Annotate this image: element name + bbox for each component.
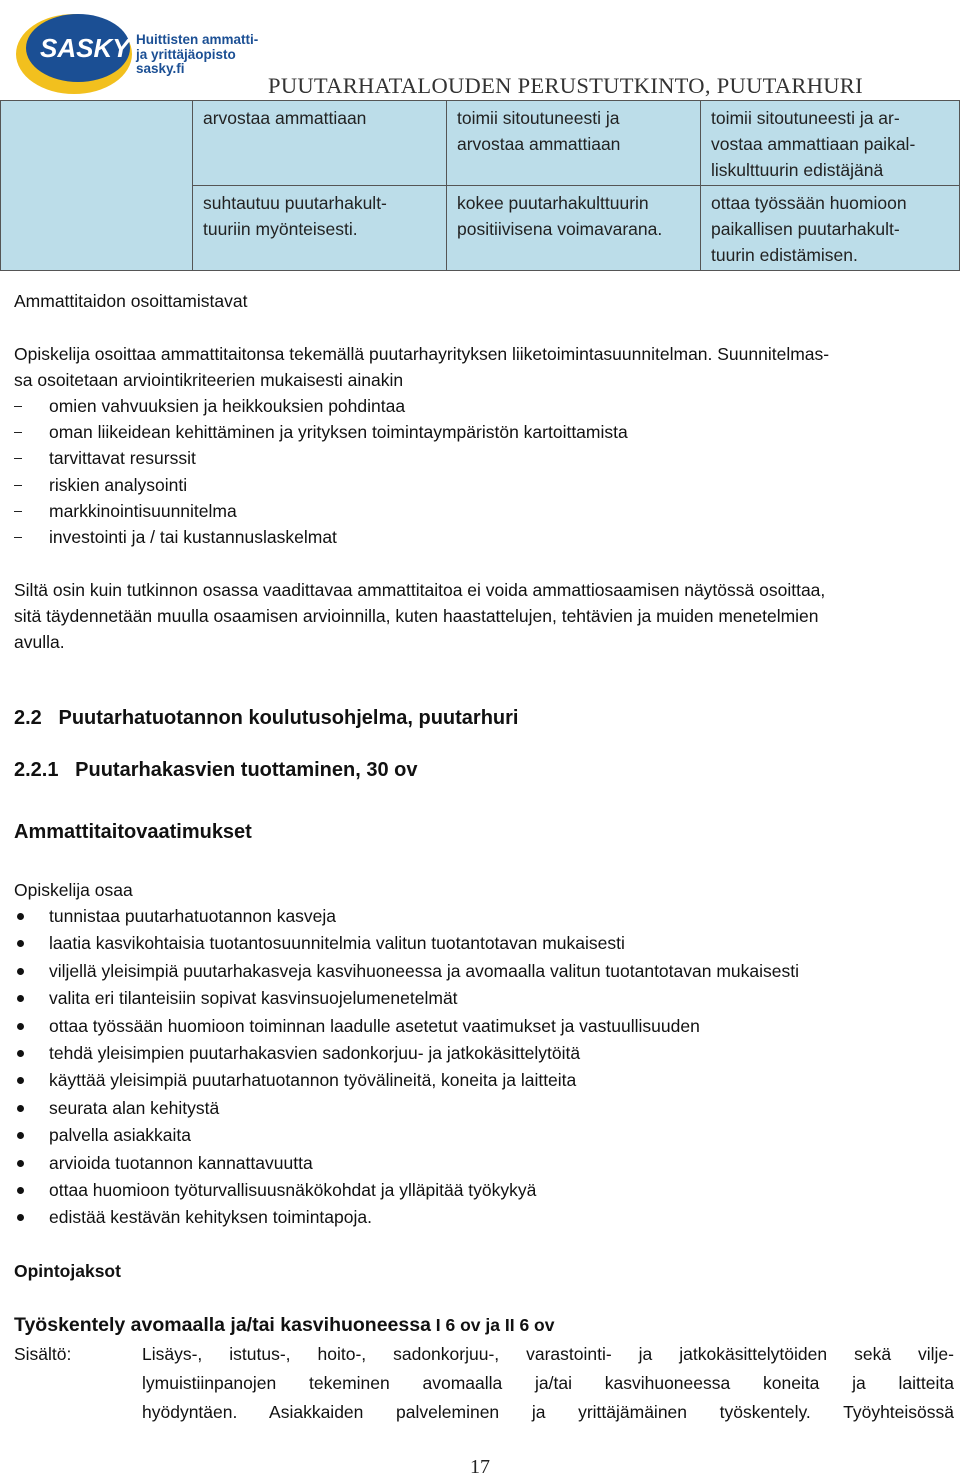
bullet-icon [17, 1105, 24, 1112]
bullet-icon [17, 913, 24, 920]
list-item-text: tehdä yleisimpien puutarhakasvien sadonkorjuu- ja jatkokäsittelytöitä [49, 1042, 581, 1063]
sisalto-line: hyödyntäen. Asiakkaiden palveleminen ja yrittäjämäinen työskentely. Työyhteisössä [142, 1402, 954, 1422]
cell-line: tuuriin myönteisesti. [203, 219, 358, 239]
table-cell [193, 101, 447, 186]
bullet-icon [17, 1187, 24, 1194]
list-item-text: tarvittavat resurssit [49, 448, 196, 469]
list-item-text: oman liikeidean kehittäminen ja yrityksen toimintaympäristön kartoittamista [49, 422, 628, 443]
list-item-text: seurata alan kehitystä [49, 1097, 220, 1118]
logo-url: sasky.fi [136, 61, 185, 76]
bullet-icon [17, 940, 24, 947]
bullet-icon [17, 1214, 24, 1221]
vaatimukset-heading: Ammattitaitovaatimukset [14, 821, 252, 843]
list-item-text: omien vahvuuksien ja heikkouksien pohdintaa [49, 396, 406, 416]
dash-icon [14, 458, 22, 459]
lead-text: Opiskelija osaa [14, 880, 133, 900]
cell-line: suhtautuu puutarhakult- [203, 193, 387, 213]
sisalto-line: Lisäys-, istutus-, hoito-, sadonkorjuu-, varastointi- ja jatkokäsittelytöiden sekä vilje- [142, 1344, 954, 1364]
dash-icon [14, 432, 22, 433]
document-header-title: PUUTARHATALOUDEN PERUSTUTKINTO, PUUTARHURI [268, 73, 863, 98]
bullet-icon [17, 1050, 24, 1057]
list-item-text: tunnistaa puutarhatuotannon kasveja [49, 906, 337, 926]
list-item-text: markkinointisuunnitelma [49, 500, 237, 521]
list-item-text: arvioida tuotannon kannattavuutta [49, 1152, 313, 1173]
page-number: 17 [470, 1456, 490, 1478]
course-title [14, 1312, 554, 1338]
cell-line: liskulttuurin edistäjänä [711, 160, 884, 180]
cell-line: toimii sitoutuneesti ja [457, 108, 620, 128]
bullet-icon [17, 968, 24, 975]
bullet-icon [17, 995, 24, 1002]
table-cell [701, 101, 960, 186]
logo-tagline-line: ja yrittäjäopisto [136, 46, 236, 62]
cell-line: kokee puutarhakulttuurin [457, 193, 649, 213]
criteria-table [0, 100, 960, 271]
bullet-icon [17, 1077, 24, 1084]
course-title-credits: I 6 ov ja II 6 ov [430, 1315, 555, 1335]
table-cell [193, 186, 447, 271]
table-row [1, 101, 960, 186]
bullet-icon [17, 1132, 24, 1139]
dash-icon [14, 537, 22, 538]
list-item-text: laatia kasvikohtaisia tuotantosuunnitelmia valitun tuotantotavan mukaisesti [49, 933, 625, 954]
cell-line: tuurin edistämisen. [711, 245, 858, 265]
cell-line: vostaa ammattiaan paikal- [711, 134, 916, 154]
dash-icon [14, 511, 22, 512]
note-text-line: avulla. [14, 632, 65, 652]
cell-text: arvostaa ammattiaan [203, 108, 367, 128]
list-item-text: viljellä yleisimpiä puutarhakasveja kasvihuoneessa ja avomaalla valitun tuotantotavan mukaisesti [49, 960, 799, 981]
section-heading-2-2-1: 2.2.1 Puutarhakasvien tuottaminen, 30 ov [14, 759, 418, 781]
cell-line: ottaa työssään huomioon [711, 193, 907, 213]
dash-icon [14, 406, 22, 407]
list-item-text: riskien analysointi [49, 474, 188, 495]
intro-text-line: Opiskelija osoittaa ammattitaitonsa tekemällä puutarhayrityksen liiketoimintasuunnitelman. Suunnitelmas- [14, 344, 830, 364]
logo-tagline-line: Huittisten ammatti- [136, 32, 259, 47]
intro-text-line: sa osoitetaan arviointikriteerien mukaisesti ainakin [14, 370, 404, 390]
table-cell [447, 186, 701, 271]
section-heading-2-2: 2.2 Puutarhatuotannon koulutusohjelma, puutarhuri [14, 707, 519, 729]
logo-name: SASKY [40, 33, 130, 63]
bullet-icon [17, 1023, 24, 1030]
table-cell [701, 186, 960, 271]
table-cell [447, 101, 701, 186]
list-item-text: valita eri tilanteisiin sopivat kasvinsuojelumenetelmät [49, 988, 458, 1009]
list-item-text: käyttää yleisimpiä puutarhatuotannon työvälineitä, koneita ja laitteita [49, 1070, 577, 1091]
table-band-cell [1, 101, 193, 271]
sisalto-text [142, 1340, 954, 1427]
sisalto-label: Sisältö: [14, 1344, 72, 1364]
cell-line: toimii sitoutuneesti ja ar- [711, 108, 900, 128]
note-text-line: Siltä osin kuin tutkinnon osassa vaadittavaa ammattitaitoa ei voida ammattiosaamisen näytössä osoittaa, [14, 580, 826, 600]
list-item-text: ottaa työssään huomioon toiminnan laadulle asetetut vaatimukset ja vastuullisuuden [49, 1015, 700, 1036]
list-item-text: palvella asiakkaita [49, 1125, 192, 1146]
list-item-text: investointi ja / tai kustannuslaskelmat [49, 526, 337, 547]
dash-icon [14, 485, 22, 486]
bullet-icon [17, 1160, 24, 1167]
opintojaksot-heading: Opintojaksot [14, 1261, 121, 1281]
logo-tagline [136, 33, 258, 77]
cell-line: arvostaa ammattiaan [457, 134, 621, 154]
list-item-text: ottaa huomioon työturvallisuusnäkökohdat ja ylläpitää työkykyä [49, 1179, 537, 1200]
course-title-main: Työskentely avomaalla ja/tai kasvihuoneessa [14, 1314, 431, 1336]
cell-line: paikallisen puutarhakult- [711, 219, 900, 239]
sisalto-line: lymuistiinpanojen tekeminen avomaalla ja/tai kasvihuoneessa koneita ja laitteita [142, 1373, 954, 1393]
cell-line: positiivisena voimavarana. [457, 219, 663, 239]
list-item-text: edistää kestävän kehityksen toimintapoja. [49, 1207, 372, 1228]
note-text-line: sitä täydennetään muulla osaamisen arvioinnilla, kuten haastattelujen, tehtävien ja muiden menetelmien [14, 606, 819, 626]
section-heading-osoittamistavat: Ammattitaidon osoittamistavat [14, 291, 248, 311]
